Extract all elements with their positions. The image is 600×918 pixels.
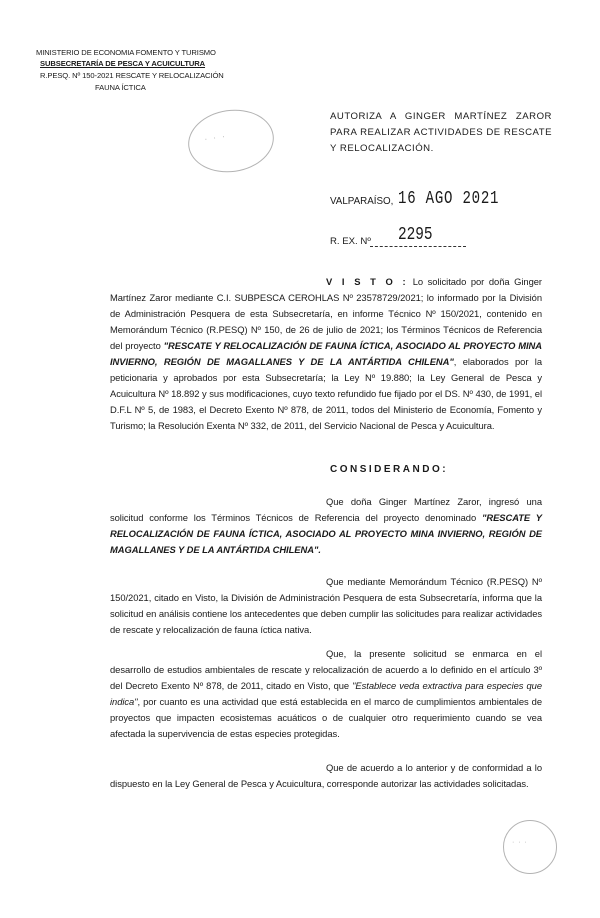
- considerando-paragraph-2: Que mediante Memorándum Técnico (R.PESQ) Nº 150/2021, citado en Visto, la División de Administración Pesquera de esta Subsecretaría, informa que la solicitud en análisis contiene los antecedentes que deben cumplir las solicitudes para realizar actividades de rescate y relocalización de fauna íctica nativa.: [110, 576, 542, 635]
- rex-number: 2295: [398, 225, 433, 245]
- considerando-paragraph-4: Que de acuerdo a lo anterior y de conformidad a lo dispuesto en la Ley General de Pesca y Acuicultura, corresponde autorizar las actividades solicitadas.: [110, 762, 542, 789]
- considerando-p3-quote: "Establece veda extractiva para especies que indica": [110, 680, 542, 707]
- considerando-paragraph-3: [110, 646, 542, 742]
- header-ministry: MINISTERIO DE ECONOMIA FOMENTO Y TURISMO: [36, 48, 216, 57]
- visto-paragraph: [110, 274, 542, 434]
- date-stamp: 16 AGO 2021: [398, 189, 500, 209]
- header-fauna: FAUNA ÍCTICA: [95, 83, 146, 92]
- visto-text-2: , elaborados por la peticionaria y aprobados por esta Subsecretaría; la Ley Nº 19.880; la Ley General de Pesca y Acuicultura Nº 18.892 y sus modificaciones, cuyo texto refundido fue fijado por el DS. Nº 430, de 1991, el D.F.L Nº 5, de 1983, el Decreto Exento Nº 878, de 2011, todos del Ministerio de Economía, Fomento y Turismo; la Resolución Exenta Nº 332, de 2011, del Servicio Nacional de Pesca y Acuicultura.: [110, 356, 542, 431]
- considerando-p1-text: Que doña Ginger Martínez Zaror, ingresó una solicitud conforme los Términos Técnicos de Referencia del proyecto denominado: [110, 496, 542, 523]
- header-subsecretaria: SUBSECRETARÍA DE PESCA Y ACUICULTURA: [40, 59, 206, 68]
- considerando-paragraph-1: [110, 494, 542, 558]
- visto-project-name: "RESCATE Y RELOCALIZACIÓN DE FAUNA ÍCTICA, ASOCIADO AL PROYECTO MINA INVIERNO, REGIÓN DE MAGALLANES Y DE LA ANTÁRTIDA CHILENA": [110, 340, 543, 367]
- document-subject: AUTORIZA A GINGER MARTÍNEZ ZAROR PARA REALIZAR ACTIVIDADES DE RESCATE Y RELOCALIZACIÓN.: [330, 111, 552, 154]
- visto-keyword: V I S T O :: [326, 276, 409, 287]
- considerando-p3-text-1: Que, la presente solicitud se enmarca en el desarrollo de estudios ambientales de rescate y relocalización de acuerdo a lo definido en el artículo 3º del Decreto Exento Nº 878, de 2011, citado en Visto, que: [110, 648, 542, 691]
- header-reference: R.PESQ. Nº 150-2021 RESCATE Y RELOCALIZACIÓN: [40, 71, 224, 80]
- place-label: VALPARAÍSO,: [330, 196, 394, 207]
- considerando-p3-text-2: , por cuanto es una actividad que está establecida en el marco de cumplimientos ambientales de proyectos que impacten ecosistemas acuáticos o de cualquier otro requerimiento cuando se vea afectada la supervivencia de estas especies protegidas.: [110, 696, 542, 739]
- faded-stamp-left: · · ·: [184, 104, 278, 177]
- rex-label: R. EX. Nº: [330, 236, 371, 247]
- considerando-p1-project: "RESCATE Y RELOCALIZACIÓN DE FAUNA ÍCTICA, ASOCIADO AL PROYECTO MINA INVIERNO, REGIÓN DE MAGALLANES Y DE LA ANTÁRTIDA CHILENA".: [110, 512, 542, 555]
- faded-stamp-right: · · ·: [503, 820, 557, 874]
- rex-underline: [370, 246, 466, 247]
- visto-text-1: Lo solicitado por doña Ginger Martínez Zaror mediante C.I. SUBPESCA CEROHLAS Nº 23578729/2021; lo informado por la División de Administración Pesquera de esta Subsecretaría, en informe Técnico Nº 150/2021, contenido en Memorándum Técnico (R.PESQ) Nº 150, de 26 de julio de 2021; los Términos Técnicos de Referencia del proyecto: [110, 276, 542, 351]
- considerando-heading: CONSIDERANDO:: [330, 464, 449, 475]
